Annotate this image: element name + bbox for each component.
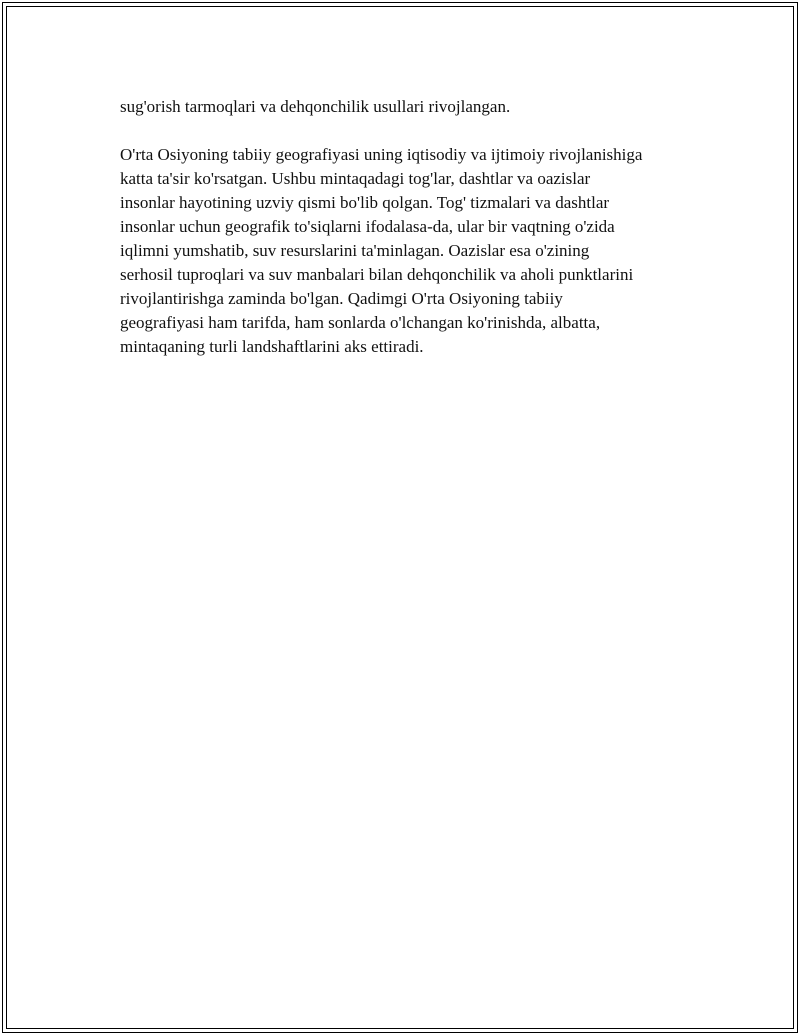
text-line: serhosil tuproqlari va suv manbalari bilan dehqonchilik va aholi punktlarini bbox=[120, 265, 634, 284]
text-line: insonlar uchun geografik to'siqlarni ifodalasa-da, ular bir vaqtning o'zida bbox=[120, 217, 615, 236]
text-line: geografiyasi ham tarifda, ham sonlarda o'lchangan ko'rinishda, albatta, bbox=[120, 313, 601, 332]
page-frame bbox=[2, 2, 798, 1033]
text-line: mintaqaning turli landshaftlarini aks ettiradi. bbox=[120, 337, 424, 356]
text-line: O'rta Osiyoning tabiiy geografiyasi uning iqtisodiy va ijtimoiy rivojlanishiga bbox=[120, 145, 643, 164]
text-line: insonlar hayotining uzviy qismi bo'lib qolgan. Tog' tizmalari va dashtlar bbox=[120, 193, 610, 212]
text-line: katta ta'sir ko'rsatgan. Ushbu mintaqadagi tog'lar, dashtlar va oazislar bbox=[120, 169, 591, 188]
document-body bbox=[120, 95, 700, 359]
paragraph-2 bbox=[120, 143, 700, 359]
text-line: sug'orish tarmoqlari va dehqonchilik usullari rivojlangan. bbox=[120, 97, 511, 116]
paragraph-1 bbox=[120, 95, 700, 119]
text-line: iqlimni yumshatib, suv resurslarini ta'minlagan. Oazislar esa o'zining bbox=[120, 241, 590, 260]
text-line: rivojlantirishga zaminda bo'lgan. Qadimgi O'rta Osiyoning tabiiy bbox=[120, 289, 563, 308]
